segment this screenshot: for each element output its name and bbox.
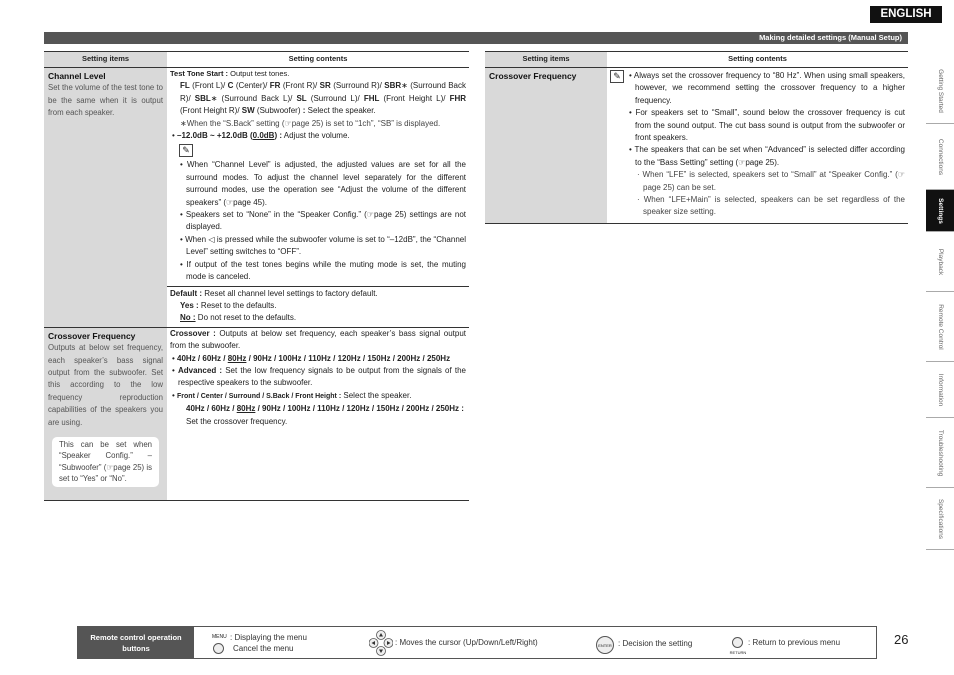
- subnote-item: · When “LFE” is selected, speakers set to “Small” at “Speaker Config.” (☞page 25) can be set.: [637, 170, 905, 192]
- row-crossover-frequency: Crossover Frequency Outputs at below set frequency, each speaker’s bass signal output from the subwoofer. Set this according to the low frequency reproduction capabilities of the speakers you are using. This can be set when “Speaker Config.” – “Subwoofer” (☞page 25) is set to “Yes” or “No”. Crossover : Outputs at below set frequency, each speaker’s bass signal output from the subwoofer. • 40Hz / 60Hz / 80Hz / 90Hz / 100Hz / 110Hz / 120Hz / 150Hz / 200Hz / 250Hz • Advanced : Set the low frequency signals to be output from the signals of the respective speakers to the subwoofer. • Front / Center / Surround / S.Back / Front Height : Select the speaker. 40Hz / 60Hz / 80Hz / 90Hz / 100Hz / 110Hz / 120Hz / 150Hz / 200Hz / 250Hz : Set the crossover frequency.: [44, 327, 469, 500]
- default-label: Default :: [170, 288, 202, 298]
- note-item: • When “Channel Level” is adjusted, the adjusted values are set for all the surround modes. To adjust the channel level separately for the different surround modes, use the operation see “Adjust the volume of the different speakers” (☞page 45).: [180, 160, 466, 207]
- speaker-list: FL (Front L)/ C (Center)/ FR (Front R)/ SR (Surround R)/ SBR∗ (Surround Back R)/ SBL∗ (Surround Back L)/ SL (Surround L)/ FHL (Front Height L)/ FHR (Front Height R)/ SW (Subwoofer) : Select the speaker.: [180, 81, 467, 116]
- sback-footnote: ∗When the “S.Back” setting (☞page 25) is set to “1ch”, “SB” is displayed.: [180, 118, 441, 128]
- note-item: • If output of the test tones begins while the muting mode is set, the muting mode is canceled.: [180, 259, 466, 282]
- language-badge: ENGLISH: [870, 6, 942, 23]
- nav-tab-information[interactable]: Information: [926, 362, 954, 418]
- col-header-contents: Setting contents: [167, 52, 469, 68]
- note-icon: ✎: [179, 144, 193, 157]
- crossover-label: Crossover :: [170, 328, 216, 338]
- nav-tab-getting-started[interactable]: Getting Started: [926, 58, 954, 124]
- cursor-pad-icon: [369, 630, 393, 656]
- note-icon: ✎: [610, 70, 624, 83]
- menu-button-icon: [213, 643, 224, 654]
- test-tone-label: Test Tone Start :: [170, 69, 229, 78]
- section-header: Making detailed settings (Manual Setup): [44, 32, 908, 44]
- item-desc-crossover: Outputs at below set frequency, each speaker’s bass signal output from the subwoofer. Set this according to the low frequency reproduction capabilities of the speakers you are using.: [48, 343, 163, 427]
- enter-button-icon: ENTER: [596, 636, 614, 654]
- item-desc-channel-level: Set the volume of the test tone to be the same when it is output from each speaker.: [48, 83, 163, 118]
- item-title-crossover-notes: Crossover Frequency: [489, 71, 577, 81]
- remote-buttons-legend: Remote control operation buttons MENU : Displaying the menu Cancel the menu : Moves the cursor (Up/Down/Left/Right) ENTER : Decision the setting RETURN : Return to previous menu: [77, 626, 877, 659]
- test-tone-text: Output test tones.: [228, 69, 290, 78]
- legend-label: Remote control operation buttons: [78, 627, 194, 658]
- speaker-select-line: • Front / Center / Surround / S.Back / Front Height : Select the speaker.: [172, 390, 412, 400]
- yes-label: Yes :: [180, 300, 199, 310]
- menu-cancel-text: Cancel the menu: [233, 644, 294, 653]
- row-crossover-notes: [485, 68, 908, 224]
- return-text-icon: RETURN: [729, 650, 747, 655]
- nav-tab-playback[interactable]: Playback: [926, 232, 954, 292]
- return-text: : Return to previous menu: [748, 638, 841, 647]
- cursor-text: : Moves the cursor (Up/Down/Left/Right): [395, 638, 538, 647]
- note-item: • Speakers set to “None” in the “Speaker Config.” (☞page 25) settings are not displayed.: [180, 210, 466, 232]
- nav-tab-remote-control[interactable]: Remote Control: [926, 292, 954, 362]
- note-item: • Always set the crossover frequency to “80 Hz”. When using small speakers, however, we recommend setting the crossover frequency to a higher frequency.: [629, 71, 905, 105]
- note-item: • The speakers that can be set when “Advanced” is selected differ according to the “Bass Setting” setting (☞page 25).: [629, 145, 905, 167]
- col-header-contents: Setting contents: [607, 52, 908, 68]
- nav-tab-connections[interactable]: Connections: [926, 124, 954, 190]
- col-header-items: Setting items: [44, 52, 167, 68]
- freq-options: • 40Hz / 60Hz / 80Hz / 90Hz / 100Hz / 110Hz / 120Hz / 150Hz / 200Hz / 250Hz: [172, 353, 451, 363]
- col-header-items: Setting items: [485, 52, 607, 68]
- nav-tab-troubleshooting[interactable]: Troubleshooting: [926, 418, 954, 488]
- side-nav: [926, 58, 954, 550]
- item-title-crossover: Crossover Frequency: [48, 330, 136, 341]
- menu-text-icon: MENU: [212, 634, 227, 640]
- crossover-inline-note: This can be set when “Speaker Config.” – “Subwoofer” (☞page 25) is set to “Yes” or “No”.: [52, 437, 159, 487]
- advanced-line: • Advanced : Set the low frequency signals to be output from the signals of the respective speakers to the subwoofer.: [172, 365, 466, 388]
- right-settings-table: [485, 51, 908, 224]
- note-item: • For speakers set to “Small”, sound below the crossover frequency is cut from the sound output. The cut bass sound is output from the subwoofer or front speakers.: [629, 108, 905, 143]
- freq-options-advanced: 40Hz / 60Hz / 80Hz / 90Hz / 100Hz / 110Hz / 120Hz / 150Hz / 200Hz / 250Hz : Set the crossover frequency.: [186, 404, 464, 426]
- menu-text: Displaying the menu: [234, 633, 307, 642]
- row-channel-level: [44, 68, 469, 287]
- no-label: No :: [180, 313, 196, 323]
- default-text: Reset all channel level settings to factory default.: [202, 288, 378, 298]
- nav-tab-specifications[interactable]: Specifications: [926, 488, 954, 550]
- page-number: 26: [894, 632, 909, 647]
- item-title-channel-level: Channel Level: [48, 71, 106, 81]
- range-line: • –12.0dB ~ +12.0dB (0.0dB) : Adjust the volume.: [172, 131, 350, 141]
- left-settings-table: [44, 51, 469, 501]
- nav-tab-settings[interactable]: Settings: [926, 190, 954, 232]
- enter-text: : Decision the setting: [618, 639, 693, 648]
- note-item: • When ◁ is pressed while the subwoofer volume is set to “–12dB”, the “Channel Level” setting switches to “OFF”.: [180, 234, 467, 257]
- row-default: Default : Reset all channel level settings to factory default. Yes : Reset to the defaults. No : Do not reset to the defaults.: [44, 286, 469, 327]
- subnote-item: · When “LFE+Main” is selected, speakers can be set regardless of the speaker size setting.: [637, 195, 905, 217]
